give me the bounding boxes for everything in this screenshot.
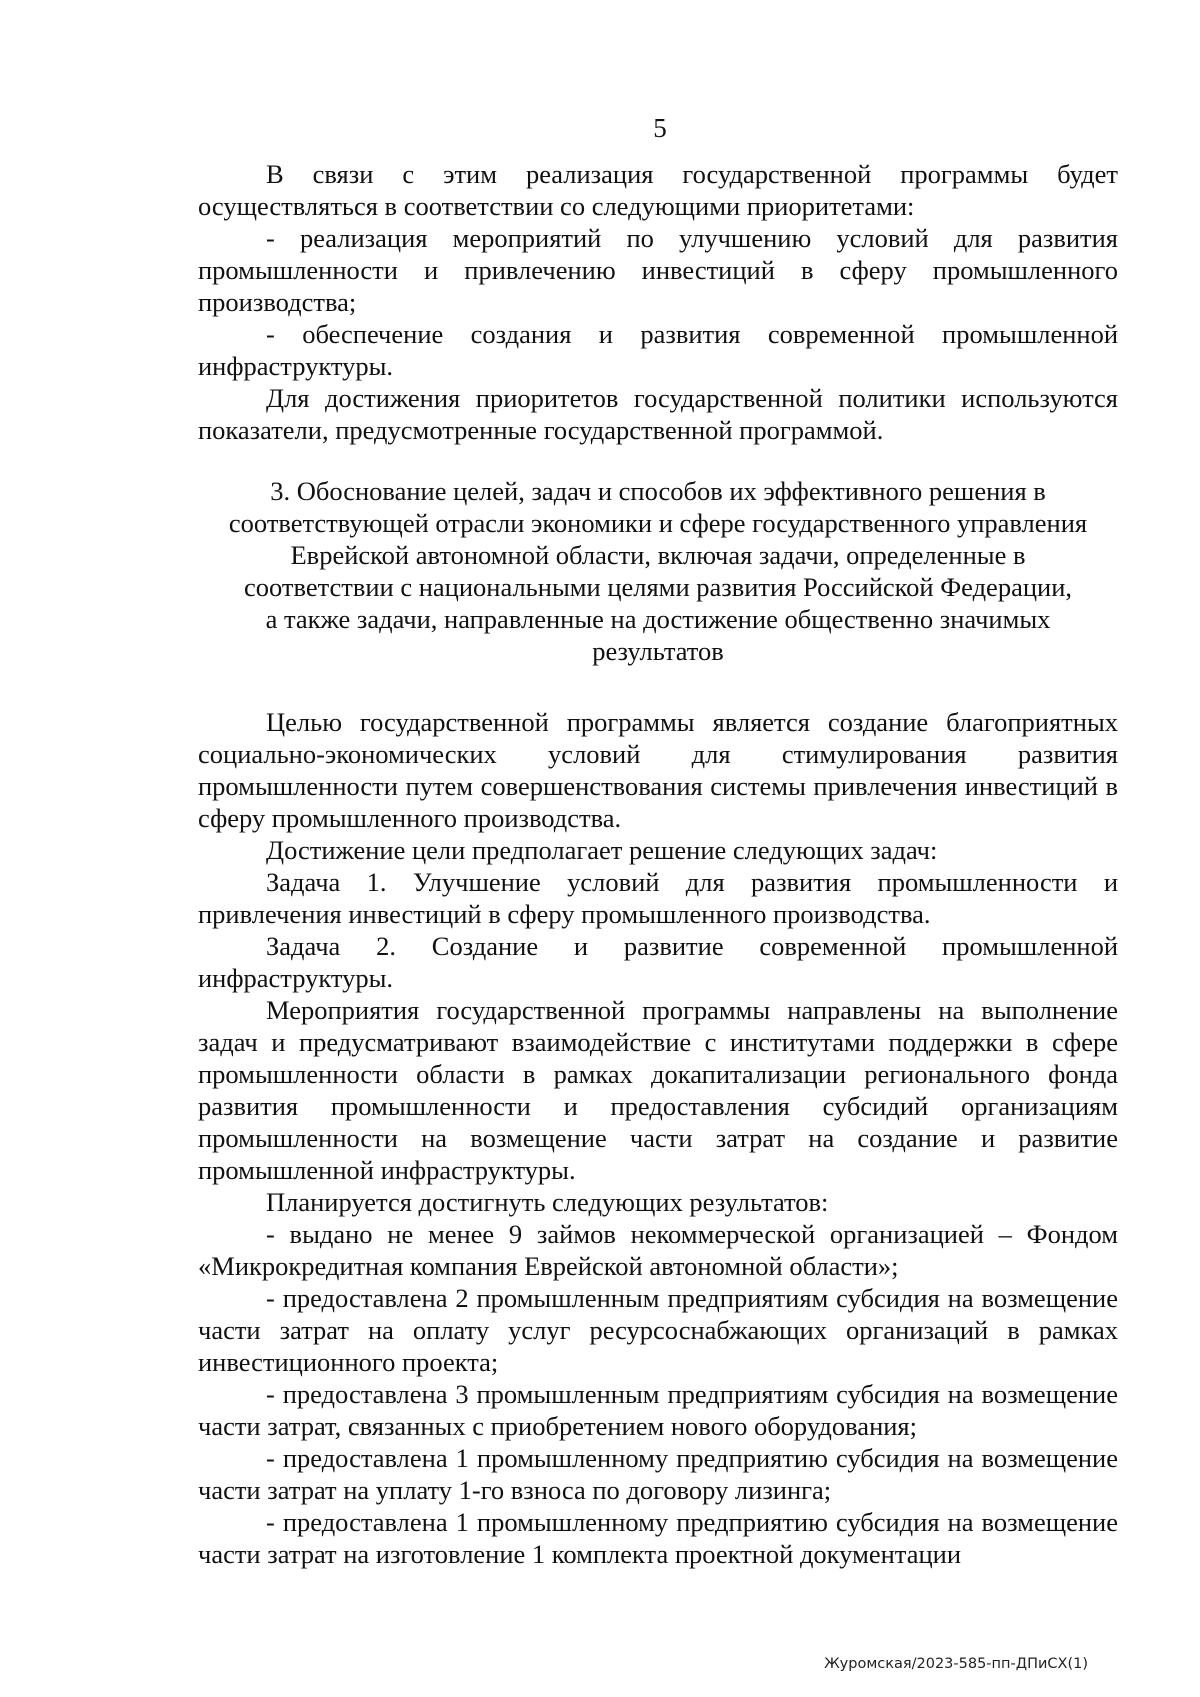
intro-section bbox=[198, 158, 1118, 446]
paragraph: Целью государственной программы является создание благоприятных социально-экономических условий для стимулирования развития промышленности путем совершенствования системы привлечения инвестиций в сферу промышленного производства. bbox=[198, 707, 1118, 833]
result-item: - предоставлена 1 промышленному предприятию субсидия на возмещение части затрат на уплату 1-го взноса по договору лизинга; bbox=[198, 1443, 1118, 1505]
result-item: - предоставлена 3 промышленным предприятиям субсидия на возмещение части затрат, связанных с приобретением нового оборудования; bbox=[198, 1379, 1118, 1441]
section-heading bbox=[198, 475, 1118, 667]
body-section bbox=[198, 706, 1118, 1570]
result-item: - предоставлена 2 промышленным предприятиям субсидия на возмещение части затрат на оплату услуг ресурсоснабжающих организаций в рамках инвестиционного проекта; bbox=[198, 1283, 1118, 1377]
result-item: - выдано не менее 9 займов некоммерческой организацией – Фондом «Микрокредитная компания Еврейской автономной области»; bbox=[198, 1219, 1118, 1281]
task-item: Задача 1. Улучшение условий для развития промышленности и привлечения инвестиций в сферу промышленного производства. bbox=[198, 867, 1118, 929]
result-item: - предоставлена 1 промышленному предприятию субсидия на возмещение части затрат на изготовление 1 комплекта проектной документации bbox=[198, 1507, 1118, 1569]
heading-line: результатов bbox=[592, 636, 724, 666]
heading-line: 3. Обоснование целей, задач и способов их эффективного решения в bbox=[270, 476, 1046, 506]
paragraph: Мероприятия государственной программы направлены на выполнение задач и предусматривают взаимодействие с институтами поддержки в сфере промышленности области в рамках докапитализации регионального фонда развития промышленности и предоставления субсидий организациям промышленности на возмещение части затрат на создание и развитие промышленной инфраструктуры. bbox=[198, 995, 1118, 1185]
paragraph: В связи с этим реализация государственной программы будет осуществляться в соответствии со следующими приоритетами: bbox=[198, 159, 1118, 221]
heading-line: соответствии с национальными целями развития Российской Федерации, bbox=[243, 572, 1073, 602]
task-item: Задача 2. Создание и развитие современной промышленной инфраструктуры. bbox=[198, 931, 1118, 993]
paragraph: Планируется достигнуть следующих результатов: bbox=[266, 1187, 829, 1217]
document-footer-code: Журомская/2023-585-пп-ДПиСХ(1) bbox=[824, 1656, 1088, 1672]
heading-line: Еврейской автономной области, включая задачи, определенные в bbox=[290, 540, 1026, 570]
paragraph: Для достижения приоритетов государственной политики используются показатели, предусмотренные государственной программой. bbox=[198, 383, 1118, 445]
priority-item: - реализация мероприятий по улучшению условий для развития промышленности и привлечению инвестиций в сферу промышленного производства; bbox=[198, 223, 1118, 317]
paragraph: Достижение цели предполагает решение следующих задач: bbox=[266, 835, 938, 865]
priority-item: - обеспечение создания и развития современной промышленной инфраструктуры. bbox=[198, 319, 1118, 381]
heading-line: а также задачи, направленные на достижение общественно значимых bbox=[265, 604, 1051, 634]
heading-line: соответствующей отрасли экономики и сфере государственного управления bbox=[228, 508, 1088, 538]
page-number: 5 bbox=[653, 113, 667, 143]
